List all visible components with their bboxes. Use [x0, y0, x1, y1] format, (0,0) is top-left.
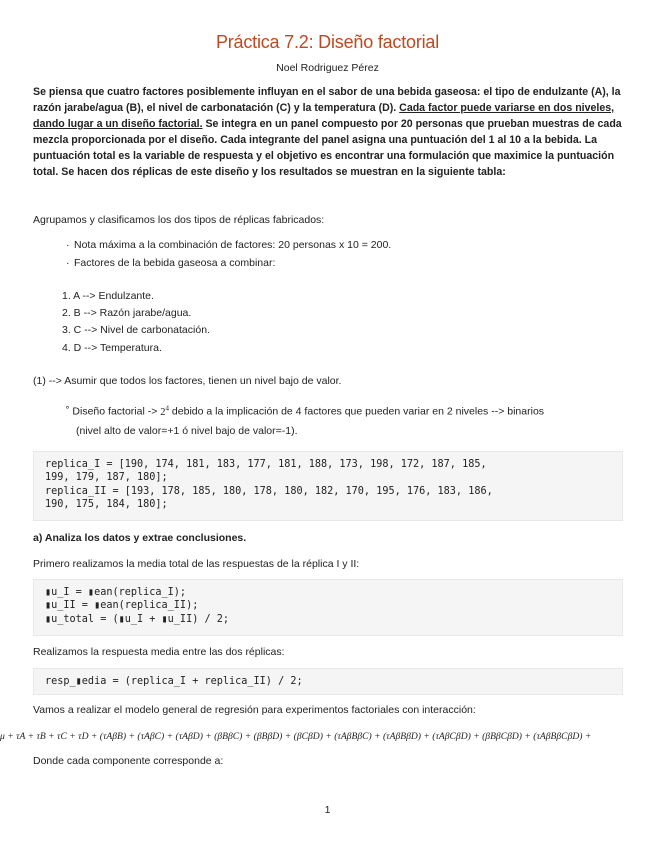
paragraph-model: Vamos a realizar el modelo general de regresión para experimentos factoriales con interacción:: [33, 704, 476, 716]
regression-formula: μ + τA + τB + τC + τD + (τAβB) + (τAβC) + (τAβD) + (βBβC) + (βBβD) + (βCβD) + (τAβBβC) + (τAβBβD) + (τAβCβD) + (βBβCβD) + (τAβBβCβD) +: [0, 731, 592, 742]
bullet-item: [66, 256, 275, 271]
author-name: Noel Rodriguez Pérez: [276, 62, 379, 74]
design-power: [160, 404, 170, 418]
code-block-mean: ▮u_I = ▮ean(replica_I); ▮u_II = ▮ean(replica_II); ▮u_total = (▮u_I + ▮u_II) / 2;: [33, 579, 623, 636]
design-exponent: 4: [165, 404, 170, 412]
factor-item: 2. B --> Razón jarabe/agua.: [62, 307, 192, 319]
paragraph-response: Realizamos la respuesta media entre las dos réplicas:: [33, 646, 285, 658]
bullet-text: Nota máxima a la combinación de factores: 20 personas x 10 = 200.: [74, 239, 392, 251]
problem-text-1: Se piensa que cuatro factores posiblemente influyan en el sabor de una bebida gaseosa: el tipo de endulzante (A), la razón jarabe/agua (B), el nivel de carbonatación (C) y la temperatura (D).: [33, 86, 621, 114]
paragraph-mean: Primero realizamos la media total de las respuestas de la réplica I y II:: [33, 558, 360, 570]
design-base: 2: [160, 406, 166, 418]
design-line1: debido a la implicación de 4 factores que pueden variar en 2 niveles --> binarios: [169, 405, 545, 418]
bullet-dot-icon: ·: [66, 239, 70, 251]
bullet-dot-icon: ·: [66, 257, 70, 269]
factor-item: 1. A --> Endulzante.: [62, 290, 154, 302]
assumption-text: (1) --> Asumir que todos los factores, tienen un nivel bajo de valor.: [33, 375, 342, 387]
page-title: Práctica 7.2: Diseño factorial: [215, 32, 440, 52]
page-number: 1: [324, 804, 331, 816]
design-line2: (nivel alto de valor=+1 ó nivel bajo de valor=-1).: [76, 424, 298, 437]
bullet-item: [66, 238, 391, 253]
paragraph-group: Agrupamos y clasificamos los dos tipos de réplicas fabricados:: [33, 214, 325, 226]
problem-text-underlined: Cada factor puede variarse en dos niveles, dando lugar a un diseño factorial.: [33, 102, 615, 130]
problem-statement: [33, 84, 625, 180]
bullet-text: Factores de la bebida gaseosa a combinar:: [74, 257, 276, 269]
paragraph-where: Donde cada componente corresponde a:: [33, 755, 224, 767]
code-block-response: resp_▮edia = (replica_I + replica_II) / 2;: [33, 668, 623, 695]
design-note: [66, 399, 616, 440]
section-heading-a: a) Analiza los datos y extrae conclusiones.: [33, 532, 247, 544]
problem-text-2: Se integra en un panel compuesto por 20 personas que prueban muestras de cada mezcla proporcionada por el diseño. Cada integrante del panel asigna una puntuación del 1 al 10 a la bebida. La puntuación total es la variable de respuesta y el objetivo es encontrar una formulación que maximice la puntuación total. Se hacen dos réplicas de este diseño y los resultados se muestran en la siguiente tabla:: [33, 118, 622, 178]
code-block-replicas: replica_I = [190, 174, 181, 183, 177, 181, 188, 173, 198, 172, 187, 185, 199, 179, 187, 180]; replica_II = [193, 178, 185, 180, 178, 180, 182, 170, 195, 176, 183, 186, 190, 175, 184, 180];: [33, 451, 623, 521]
design-prefix: Diseño factorial ->: [72, 405, 161, 418]
bullet-dot-icon: ˚: [66, 405, 73, 418]
factor-item: 4. D --> Temperatura.: [62, 342, 162, 354]
factor-item: 3. C --> Nivel de carbonatación.: [62, 324, 210, 336]
